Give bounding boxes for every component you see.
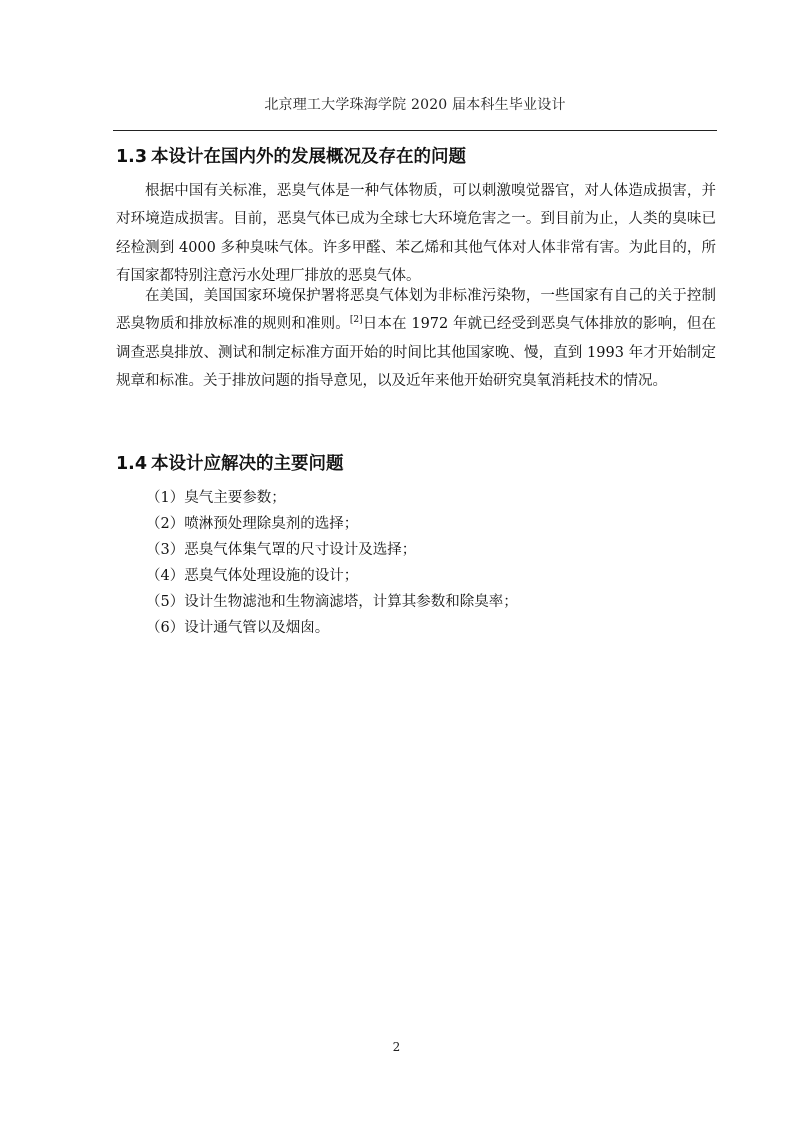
page-header: 北京理工大学珠海学院 2020 届本科生毕业设计: [264, 97, 566, 113]
section-1-4-number: 1.4: [116, 454, 148, 474]
list-item: （6）设计通气管以及烟囱。: [146, 620, 330, 636]
paragraph-2-text-before-citation: 在美国，美国国家环境保护署将恶臭气体划为非标准污染物，一些国家有自己的关于控制恶臭物质和排放标准的规则和准则。: [116, 288, 716, 333]
list-item: （1）臭气主要参数；: [146, 490, 286, 506]
page-number: 2: [392, 1040, 401, 1054]
citation-reference: [2]: [349, 315, 363, 326]
section-1-3-paragraph-1: 根据中国有关标准，恶臭气体是一种气体物质，可以刺激嗅觉器官，对人体造成损害，并对环境造成损害。目前，恶臭气体已成为全球七大环境危害之一。到目前为止，人类的臭味已经检测到 4000 多种臭味气体。许多甲醛、苯乙烯和其他气体对人体非常有害。为此目的，所有国家都特别注意污水处理厂排放的恶臭气体。: [116, 183, 716, 285]
section-1-3-paragraph-2: [116, 282, 716, 396]
list-item: （3）恶臭气体集气罩的尺寸设计及选择；: [146, 542, 417, 558]
list-item: （5）设计生物滤池和生物滴滤塔，计算其参数和除臭率；: [146, 594, 518, 610]
problem-list: [146, 485, 518, 641]
paragraph-2-text-after-citation: 日本在 1972 年就已经受到恶臭气体排放的影响，但在调查恶臭排放、测试和制定标准方面开始的时间比其他国家晚、慢，直到 1993 年才开始制定规章和标准。关于排放问题的指导意见，以及近年来他开始研究臭氧消耗技术的情况。: [116, 316, 717, 390]
section-1-3-heading: [116, 145, 466, 169]
section-1-4-title: 本设计应解决的主要问题: [151, 454, 344, 474]
section-1-3-number: 1.3: [116, 147, 148, 167]
list-item: （4）恶臭气体处理设施的设计；: [146, 568, 359, 584]
section-1-3-title: 本设计在国内外的发展概况及存在的问题: [151, 147, 467, 167]
section-1-4-heading: [116, 452, 344, 476]
header-divider: [113, 130, 717, 131]
list-item: （2）喷淋预处理除臭剂的选择；: [146, 516, 359, 532]
